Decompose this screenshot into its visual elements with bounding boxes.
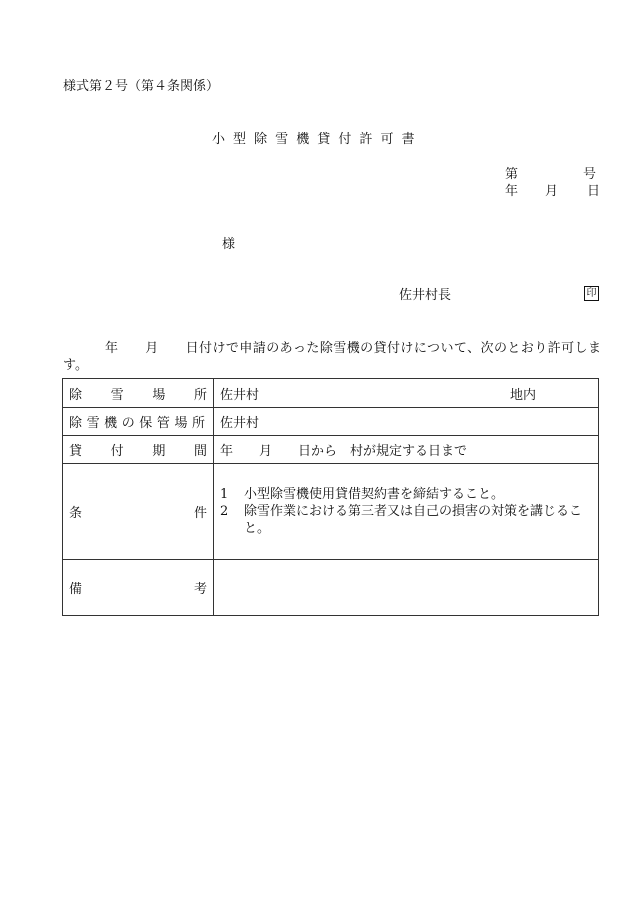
document-number-suffix: 号 — [583, 167, 597, 182]
condition-number: 1 — [220, 487, 229, 502]
snow-removal-location-cell — [214, 379, 599, 408]
condition-text: 小型除雪機使用貸借契約書を締結すること。 — [244, 487, 505, 502]
permit-table — [62, 378, 599, 616]
seal-mark: 印 — [584, 286, 599, 301]
loan-period-value: 年 月 日から 村が規定する日まで — [214, 436, 599, 464]
table-row — [63, 436, 599, 464]
permit-body-text: 年 月 日付けで申請のあった除雪機の貸付けについて、次のとおり許可します。 — [63, 341, 601, 373]
remarks-label: 備考 — [63, 560, 214, 616]
storage-location-value: 佐井村 — [214, 408, 599, 436]
form-number: 様式第２号（第４条関係） — [63, 79, 220, 94]
snow-removal-location-label: 除雪場所 — [63, 379, 214, 408]
date-day-label: 日 — [587, 184, 601, 199]
table-row — [63, 464, 599, 560]
condition-item — [220, 486, 592, 503]
document-title: 小型除雪機貸付許可書 — [212, 132, 423, 147]
condition-text: 除雪作業における第三者又は自己の損害の対策を講じること。 — [244, 504, 583, 536]
date-month-label: 月 — [545, 184, 559, 199]
condition-item — [220, 503, 592, 537]
snow-removal-location-value: 佐井村 — [220, 387, 260, 403]
table-row — [63, 560, 599, 616]
document-number-label: 第 — [505, 167, 519, 182]
storage-location-label: 除雪機の保管場所 — [63, 408, 214, 436]
issuer-name: 佐井村長 — [399, 288, 452, 303]
table-row — [63, 408, 599, 436]
snow-removal-location-suffix: 地内 — [509, 387, 536, 403]
conditions-label: 条件 — [63, 464, 214, 560]
table-row — [63, 379, 599, 408]
condition-number: 2 — [220, 504, 229, 519]
loan-period-label: 貸付期間 — [63, 436, 214, 464]
remarks-value — [214, 560, 599, 616]
date-year-label: 年 — [505, 184, 519, 199]
conditions-cell — [214, 464, 599, 560]
addressee-honorific: 様 — [222, 237, 236, 252]
